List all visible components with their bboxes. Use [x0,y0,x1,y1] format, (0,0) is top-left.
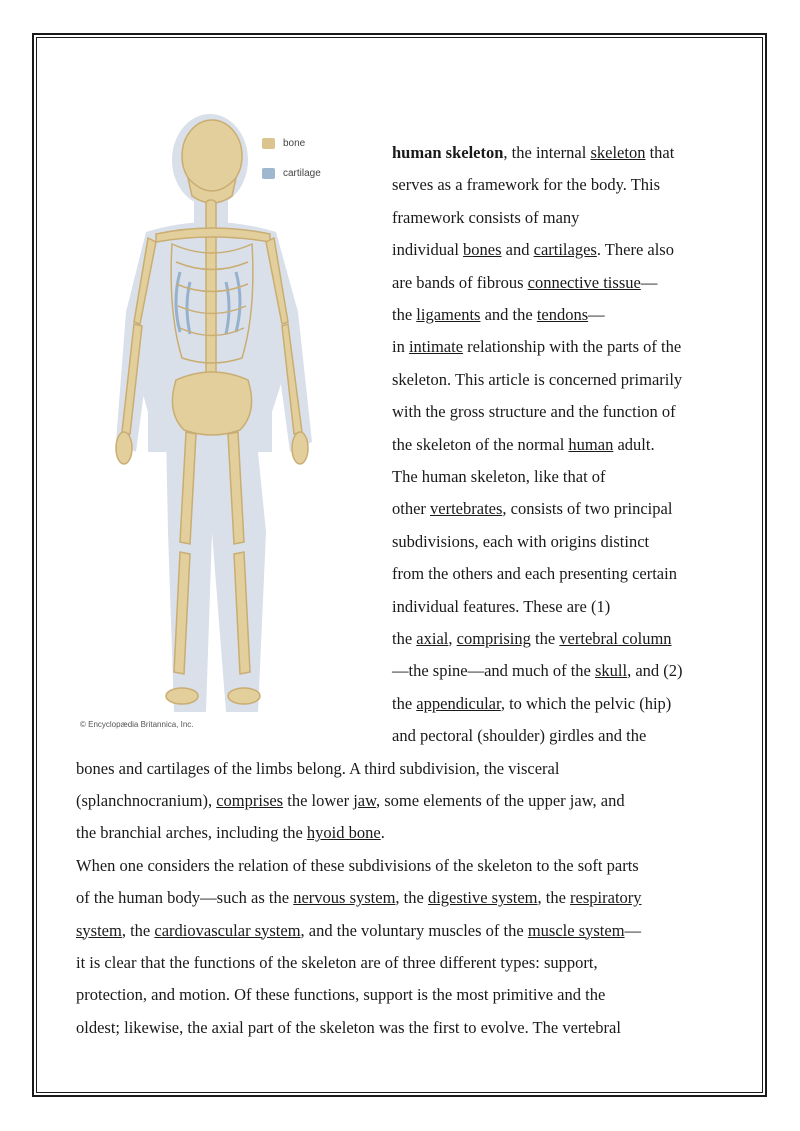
text-run: , to which the pelvic (hip) [500,693,672,713]
figure-credit: © Encyclopædia Britannica, Inc. [80,720,194,729]
text-run: protection, and motion. Of these functions, support is the most primitive and the [76,985,606,1005]
text-run: from the others and each presenting certain [392,564,677,584]
text-run: serves as a framework for the body. This [392,175,661,195]
text-line [392,370,682,390]
text-run: the [392,629,417,648]
text-line [76,759,559,779]
text-line [392,240,674,260]
legend-item-bone [262,128,321,158]
skeleton-figure [76,112,376,737]
text-run: (splanchnocranium), [76,791,217,810]
article-link[interactable]: system [76,920,122,940]
text-run: subdivisions, each with origins distinct [392,531,650,551]
article-link[interactable]: skeleton [590,143,646,162]
text-run: When one considers the relation of these subdivisions of the skeleton to the soft parts [76,855,639,875]
text-run: the lower [283,791,354,810]
text-run: the [530,629,560,648]
article-link[interactable]: nervous system [293,888,396,908]
article-link[interactable]: ligaments [416,305,481,324]
text-line [392,629,672,649]
article-link[interactable]: intimate [408,337,464,357]
text-run: the branchial arches, including the [76,823,307,843]
text-run: relationship with the parts of the [463,337,682,357]
article-link[interactable]: respiratory [570,888,642,908]
text-run: and [501,240,534,260]
text-run: that [645,143,675,162]
text-run: , some elements of the upper jaw, and [375,791,625,810]
text-line [392,175,660,195]
text-run: , and (2) [627,661,683,681]
cartilage-swatch-icon [262,168,275,179]
text-run: . [380,823,385,843]
article-link[interactable]: bones [463,240,502,260]
article-link[interactable]: axial [416,629,449,648]
text-run: are bands of fibrous [392,272,528,292]
legend-item-cartilage [262,158,321,188]
text-run: oldest; likewise, the axial part of the skeleton was the first to evolve. The vertebral [76,1017,621,1037]
text-run: framework consists of many [392,207,580,227]
article-link[interactable]: comprises [216,791,284,810]
text-run: —the spine—and much of the [392,661,595,681]
text-run: in [392,337,409,357]
text-line [392,337,681,357]
text-run: of the human body—such as the [76,888,294,908]
text-run: with the gross structure and the function of [392,402,676,422]
text-run: , the [395,888,428,908]
text-run: and the [480,305,537,324]
text-run: — [624,920,642,940]
article-link[interactable]: cardiovascular system [154,920,301,940]
article-link[interactable]: cartilages [533,240,597,260]
text-line [392,273,657,293]
text-run: . There also [596,240,674,260]
text-line [392,305,605,325]
text-line [76,953,598,973]
text-line [392,143,674,163]
text-line [76,921,641,941]
text-run: — [640,272,658,292]
text-run: — [588,305,605,324]
legend-label-bone: bone [283,137,306,149]
article-link[interactable]: human [568,434,614,454]
article-link[interactable]: skull [595,661,628,681]
article-link[interactable]: digestive system [427,888,538,908]
text-line [76,856,639,876]
text-line [76,985,605,1005]
legend-label-cartilage: cartilage [283,167,321,179]
text-run: skeleton. This article is concerned primarily [392,369,683,389]
article-link[interactable]: jaw [353,791,376,810]
text-line [392,597,610,617]
text-run: individual features. These are (1) [392,596,611,616]
text-run: adult. [613,434,655,454]
text-line [392,435,655,455]
text-line [392,208,579,228]
text-line [392,467,606,487]
text-line [392,661,683,681]
text-run: , consists of two principal [502,499,673,519]
article-link[interactable]: comprising [456,629,531,648]
text-run: , the internal [503,143,591,162]
article-link[interactable]: tendons [536,305,589,324]
text-run: it is clear that the functions of the skeleton are of three different types: support, [76,953,598,972]
figure-legend [262,128,321,188]
text-run: the skeleton of the normal [392,434,569,454]
text-line [76,791,625,811]
text-line [76,823,385,843]
text-run: , [448,629,457,648]
article-link[interactable]: hyoid bone [306,823,381,843]
text-run: , the [537,888,571,908]
text-line [392,532,649,552]
text-line [392,726,646,746]
text-run: other [392,499,431,519]
text-line [392,499,672,519]
text-run: the [392,305,417,324]
text-run: , and the voluntary muscles of the [300,920,528,940]
article-link[interactable]: muscle system [527,920,625,940]
article-link[interactable]: connective tissue [527,272,641,292]
text-run: , the [121,920,155,940]
text-line [392,564,677,584]
text-line [76,1018,621,1038]
text-run: bones and cartilages of the limbs belong. A third subdivision, the visceral [76,758,560,778]
article-link[interactable]: vertebrates [430,499,503,519]
human-skeleton-illustration [76,112,376,737]
text-line [392,402,676,422]
article-link[interactable]: appendicular [416,693,501,713]
text-run: The human skeleton, like that of [392,467,606,486]
article-link[interactable]: vertebral column [559,629,672,648]
text-run: the [392,693,417,713]
article-term: human skeleton [392,143,504,162]
bone-swatch-icon [262,138,275,149]
text-run: individual [392,240,464,260]
text-run: and pectoral (shoulder) girdles and the [392,726,647,746]
text-line [76,888,642,908]
text-line [392,694,671,714]
